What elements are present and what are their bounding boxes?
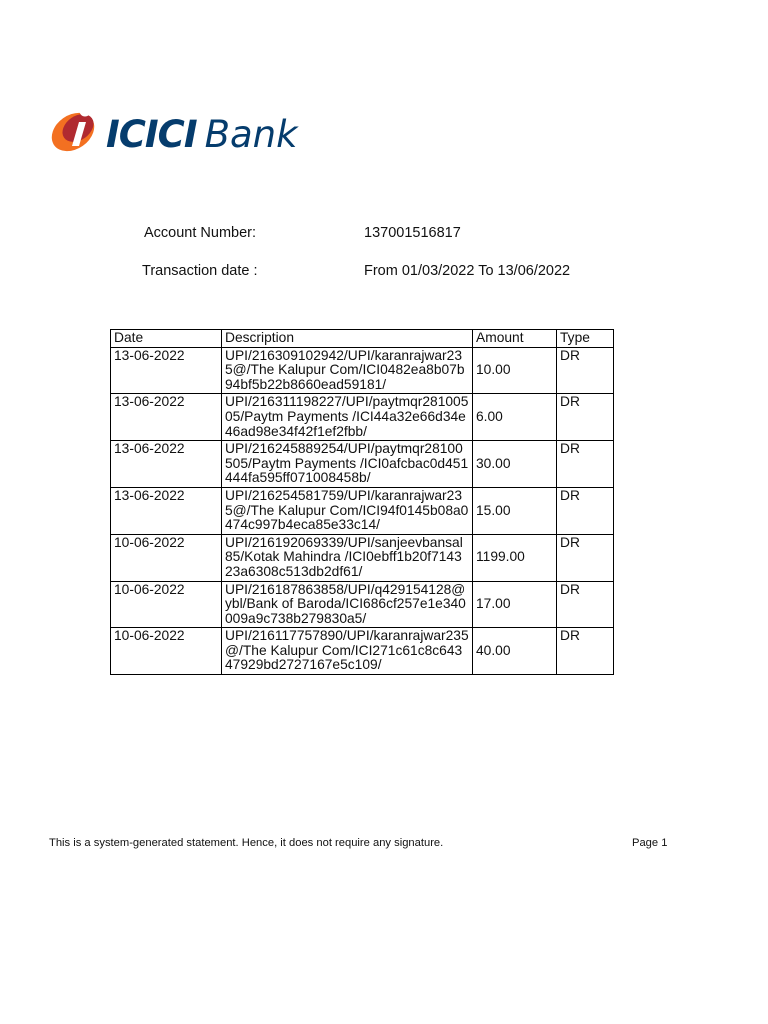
transactions-table bbox=[110, 329, 614, 675]
type-cell: DR bbox=[557, 441, 614, 488]
account-number-label: Account Number: bbox=[144, 225, 257, 241]
description-cell: UPI/216192069339/UPI/sanjeevbansal85/Kotak Mahindra /ICI0ebff1b20f714323a6308c513db2df61/ bbox=[222, 534, 473, 581]
date-cell: 13-06-2022 bbox=[111, 441, 222, 488]
amount-cell: 17.00 bbox=[473, 581, 557, 628]
description-cell: UPI/216309102942/UPI/karanrajwar235@/The Kalupur Com/ICI0482ea8b07b94bf5b22b8660ead59181/ bbox=[222, 347, 473, 394]
table-row bbox=[111, 628, 614, 675]
table-row bbox=[111, 534, 614, 581]
type-cell: DR bbox=[557, 628, 614, 675]
transaction-date-value: From 01/03/2022 To 13/06/2022 bbox=[364, 263, 571, 279]
date-cell: 10-06-2022 bbox=[111, 534, 222, 581]
amount-cell: 1199.00 bbox=[473, 534, 557, 581]
amount-cell: 40.00 bbox=[473, 628, 557, 675]
amount-cell: 15.00 bbox=[473, 487, 557, 534]
table-row bbox=[111, 581, 614, 628]
amount-cell: 30.00 bbox=[473, 441, 557, 488]
date-cell: 10-06-2022 bbox=[111, 581, 222, 628]
type-cell: DR bbox=[557, 534, 614, 581]
amount-cell: 6.00 bbox=[473, 394, 557, 441]
table-row bbox=[111, 347, 614, 394]
date-cell: 13-06-2022 bbox=[111, 394, 222, 441]
icici-logo-icon bbox=[48, 96, 114, 162]
table-header-row bbox=[111, 330, 614, 348]
column-header-type: Type bbox=[557, 330, 614, 348]
table-row bbox=[111, 394, 614, 441]
type-cell: DR bbox=[557, 487, 614, 534]
description-cell: UPI/216254581759/UPI/karanrajwar235@/The Kalupur Com/ICI94f0145b08a0474c997b4eca85e33c14/ bbox=[222, 487, 473, 534]
amount-cell: 10.00 bbox=[473, 347, 557, 394]
bank-wordmark: ICICI Bank bbox=[106, 113, 298, 156]
transaction-date-label: Transaction date : bbox=[142, 263, 258, 279]
table-row bbox=[111, 441, 614, 488]
footer-note: This is a system-generated statement. Hence, it does not require any signature. bbox=[49, 837, 444, 849]
type-cell: DR bbox=[557, 394, 614, 441]
description-cell: UPI/216311198227/UPI/paytmqr28100505/Paytm Payments /ICI44a32e66d34e46ad98e34f42f1ef2fbb/ bbox=[222, 394, 473, 441]
column-header-date: Date bbox=[111, 330, 222, 348]
account-number-value: 137001516817 bbox=[364, 225, 461, 241]
description-cell: UPI/216117757890/UPI/karanrajwar235@/The Kalupur Com/ICI271c61c8c64347929bd2727167e5c109/ bbox=[222, 628, 473, 675]
column-header-amount: Amount bbox=[473, 330, 557, 348]
description-cell: UPI/216187863858/UPI/q429154128@ybl/Bank of Baroda/ICI686cf257e1e340009a9c738b279830a5/ bbox=[222, 581, 473, 628]
type-cell: DR bbox=[557, 581, 614, 628]
bank-logo bbox=[48, 96, 378, 166]
date-cell: 10-06-2022 bbox=[111, 628, 222, 675]
type-cell: DR bbox=[557, 347, 614, 394]
date-cell: 13-06-2022 bbox=[111, 347, 222, 394]
description-cell: UPI/216245889254/UPI/paytmqr28100505/Paytm Payments /ICI0afcbac0d451444fa595ff071008458b/ bbox=[222, 441, 473, 488]
column-header-description: Description bbox=[222, 330, 473, 348]
page-number: Page 1 bbox=[632, 837, 668, 849]
table-row bbox=[111, 487, 614, 534]
date-cell: 13-06-2022 bbox=[111, 487, 222, 534]
